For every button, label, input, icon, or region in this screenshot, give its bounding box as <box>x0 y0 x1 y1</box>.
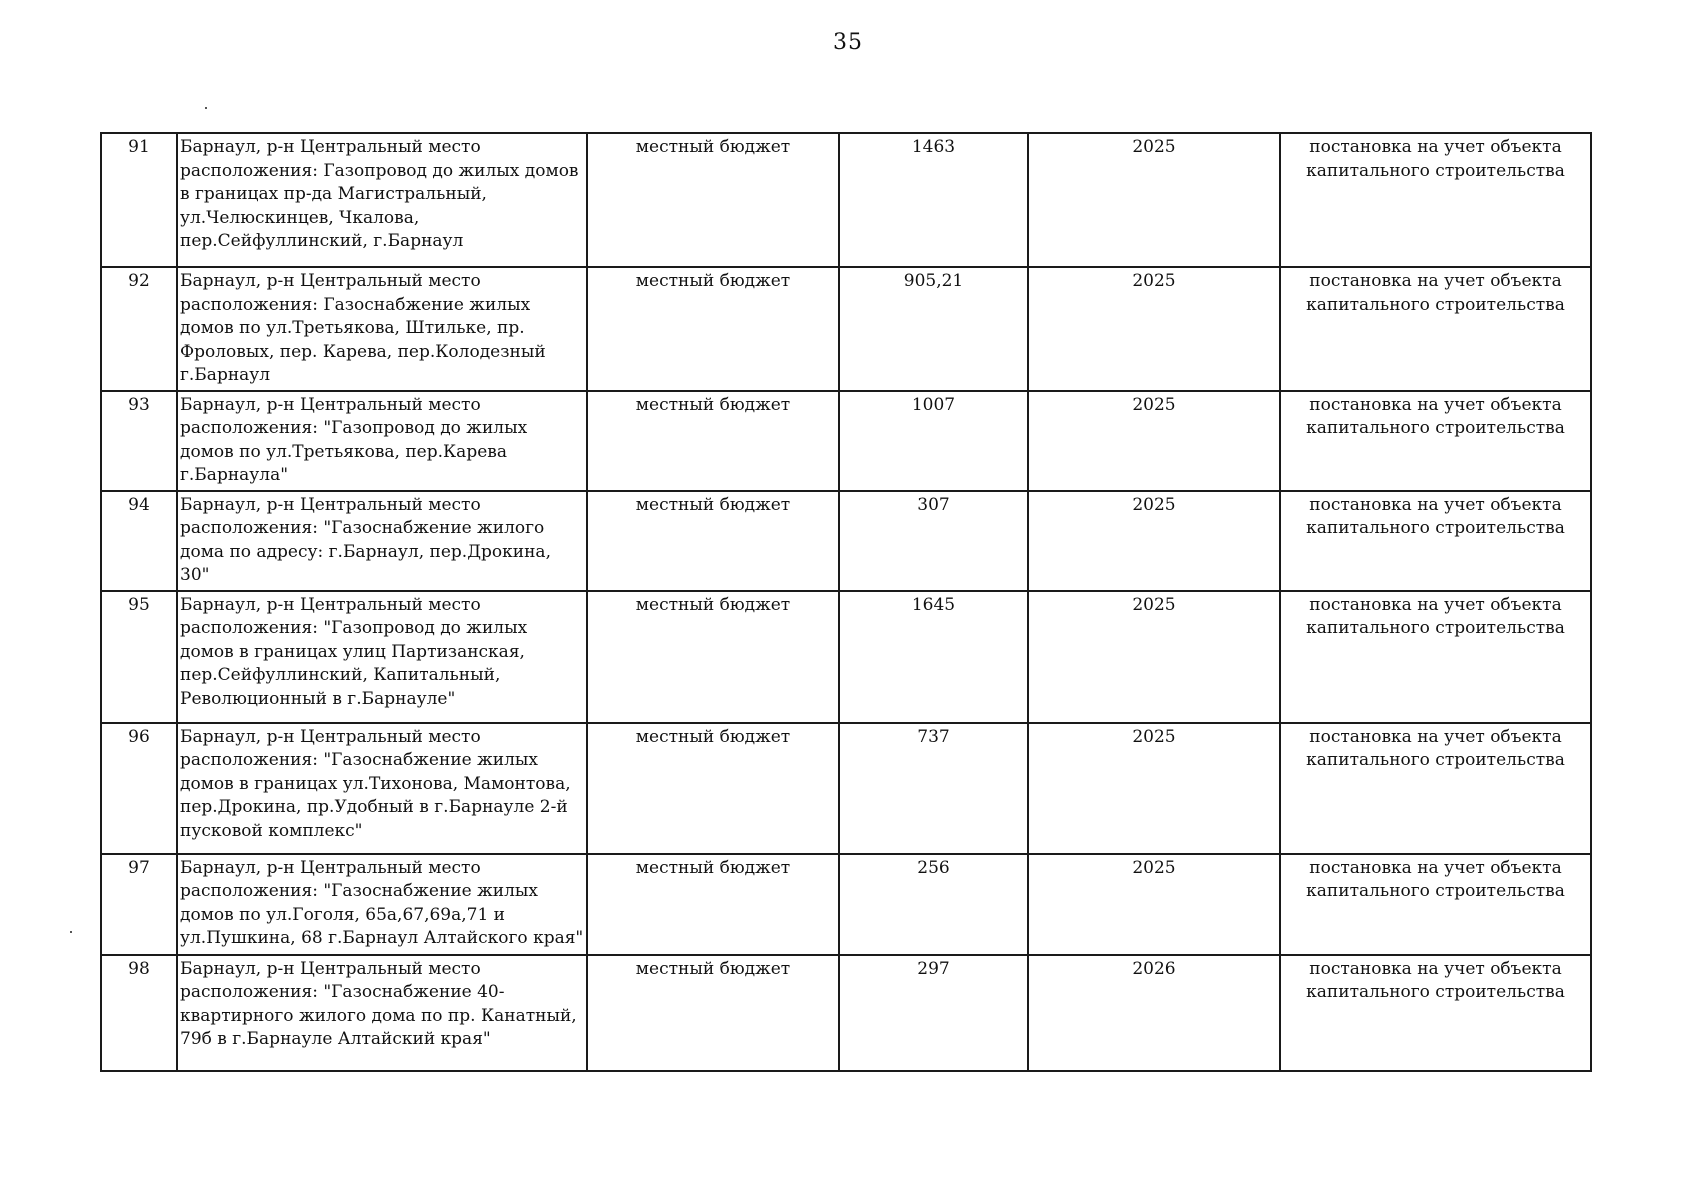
funding-amount: 256 <box>839 854 1028 955</box>
funding-amount: 737 <box>839 723 1028 854</box>
row-number: 97 <box>101 854 177 955</box>
row-number: 94 <box>101 491 177 591</box>
funding-amount: 905,21 <box>839 267 1028 391</box>
object-location: Барнаул, р-н Центральный место расположения: "Газоснабжение жилых домов в границах ул.Тихонова, Мамонтова, пер.Дрокина, пр.Удобный в г.Барнауле 2-й пусковой комплекс" <box>177 723 587 854</box>
table-row <box>101 955 1591 1071</box>
table-row <box>101 491 1591 591</box>
purpose-note: постановка на учет объекта капитального строительства <box>1280 854 1591 955</box>
table-row <box>101 723 1591 854</box>
purpose-note: постановка на учет объекта капитального строительства <box>1280 133 1591 267</box>
funding-amount: 1463 <box>839 133 1028 267</box>
capital-construction-table <box>100 132 1592 1072</box>
funding-source: местный бюджет <box>587 491 839 591</box>
object-location: Барнаул, р-н Центральный место расположения: "Газоснабжение жилого дома по адресу: г.Барнаул, пер.Дрокина, 30" <box>177 491 587 591</box>
completion-year: 2025 <box>1028 491 1280 591</box>
object-location: Барнаул, р-н Центральный место расположения: "Газопровод до жилых домов в границах улиц Партизанская, пер.Сейфуллинский, Капитальный, Революционный в г.Барнауле" <box>177 591 587 723</box>
funding-source: местный бюджет <box>587 854 839 955</box>
scan-artifact <box>205 107 207 109</box>
object-location: Барнаул, р-н Центральный место расположения: "Газоснабжение 40-квартирного жилого дома по пр. Канатный, 79б в г.Барнауле Алтайский края" <box>177 955 587 1071</box>
completion-year: 2025 <box>1028 591 1280 723</box>
row-number: 91 <box>101 133 177 267</box>
completion-year: 2025 <box>1028 267 1280 391</box>
table-row <box>101 391 1591 491</box>
purpose-note: постановка на учет объекта капитального строительства <box>1280 591 1591 723</box>
object-location: Барнаул, р-н Центральный место расположения: Газоснабжение жилых домов по ул.Третьякова, Штильке, пр. Фроловых, пер. Карева, пер.Колодезный г.Барнаул <box>177 267 587 391</box>
purpose-note: постановка на учет объекта капитального строительства <box>1280 955 1591 1071</box>
table-row <box>101 591 1591 723</box>
row-number: 98 <box>101 955 177 1071</box>
funding-source: местный бюджет <box>587 723 839 854</box>
object-location: Барнаул, р-н Центральный место расположения: Газопровод до жилых домов в границах пр-да Магистральный, ул.Челюскинцев, Чкалова, пер.Сейфуллинский, г.Барнаул <box>177 133 587 267</box>
funding-source: местный бюджет <box>587 391 839 491</box>
funding-source: местный бюджет <box>587 267 839 391</box>
purpose-note: постановка на учет объекта капитального строительства <box>1280 267 1591 391</box>
row-number: 93 <box>101 391 177 491</box>
table-row <box>101 854 1591 955</box>
row-number: 92 <box>101 267 177 391</box>
funding-amount: 307 <box>839 491 1028 591</box>
completion-year: 2025 <box>1028 723 1280 854</box>
funding-source: местный бюджет <box>587 133 839 267</box>
table-row <box>101 133 1591 267</box>
funding-amount: 297 <box>839 955 1028 1071</box>
scan-artifact <box>70 931 72 933</box>
completion-year: 2025 <box>1028 391 1280 491</box>
object-location: Барнаул, р-н Центральный место расположения: "Газопровод до жилых домов по ул.Третьякова, пер.Карева г.Барнаула" <box>177 391 587 491</box>
table-row <box>101 267 1591 391</box>
funding-source: местный бюджет <box>587 955 839 1071</box>
table-body <box>101 133 1591 1071</box>
completion-year: 2025 <box>1028 133 1280 267</box>
object-location: Барнаул, р-н Центральный место расположения: "Газоснабжение жилых домов по ул.Гоголя, 65а,67,69а,71 и ул.Пушкина, 68 г.Барнаул Алтайского края" <box>177 854 587 955</box>
funding-source: местный бюджет <box>587 591 839 723</box>
page-number: 35 <box>833 30 863 55</box>
row-number: 96 <box>101 723 177 854</box>
funding-amount: 1645 <box>839 591 1028 723</box>
purpose-note: постановка на учет объекта капитального строительства <box>1280 491 1591 591</box>
funding-amount: 1007 <box>839 391 1028 491</box>
completion-year: 2025 <box>1028 854 1280 955</box>
purpose-note: постановка на учет объекта капитального строительства <box>1280 723 1591 854</box>
completion-year: 2026 <box>1028 955 1280 1071</box>
row-number: 95 <box>101 591 177 723</box>
purpose-note: постановка на учет объекта капитального строительства <box>1280 391 1591 491</box>
